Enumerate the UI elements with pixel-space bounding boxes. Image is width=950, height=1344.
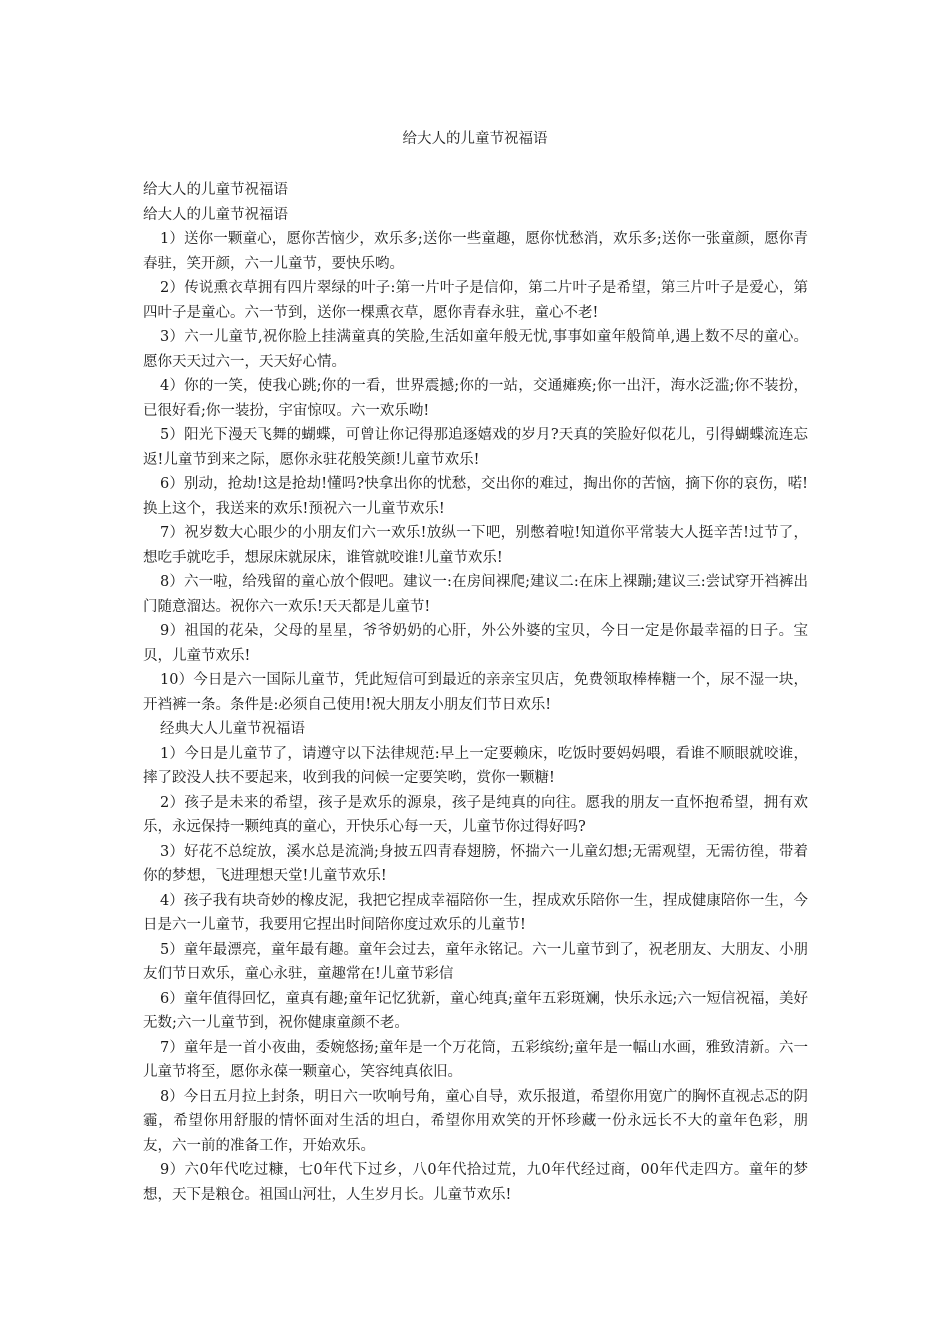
paragraph: 7）祝岁数大心眼少的小朋友们六一欢乐!放纵一下吧，别憋着啦!知道你平常装大人挺辛苦!过节了，想吃手就吃手，想尿床就尿床，谁管就咬谁!儿童节欢乐! <box>143 525 808 566</box>
paragraph: 2）孩子是未来的希望，孩子是欢乐的源泉，孩子是纯真的向往。愿我的朋友一直怀抱希望，拥有欢乐，永远保持一颗纯真的童心，开快乐心每一天，儿童节你过得好吗? <box>143 794 808 835</box>
paragraph: 1）送你一颗童心，愿你苦恼少，欢乐多;送你一些童趣，愿你忧愁消，欢乐多;送你一张童颜，愿你青春驻，笑开颜，六一儿童节，要快乐哟。 <box>143 231 808 272</box>
paragraph: 5）阳光下漫天飞舞的蝴蝶，可曾让你记得那追逐嬉戏的岁月?天真的笑脸好似花儿，引得蝴蝶流连忘返!儿童节到来之际，愿你永驻花般笑颜!儿童节欢乐! <box>143 427 808 468</box>
section-heading: 给大人的儿童节祝福语 <box>143 206 288 223</box>
section-heading: 给大人的儿童节祝福语 <box>143 182 288 198</box>
paragraph: 3）好花不总绽放，溪水总是流淌;身披五四青春翅膀，怀揣六一儿童幻想;无需观望，无需彷徨，带着你的梦想，飞进理想天堂!儿童节欢乐! <box>143 843 808 884</box>
paragraph: 8）今日五月拉上封条，明日六一吹响号角，童心自导，欢乐报道，希望你用宽广的胸怀直视忐忑的阴霾，希望你用舒服的情怀面对生活的坦白，希望你用欢笑的开怀珍藏一份永远长不大的童年色彩，朋友，六一前的准备工作，开始欢乐。 <box>143 1088 808 1154</box>
section-heading: 经典大人儿童节祝福语 <box>160 721 305 737</box>
paragraph: 10）今日是六一国际儿童节，凭此短信可到最近的亲亲宝贝店，免费领取棒棒糖一个，尿不湿一块，开裆裤一条。条件是:必须自己使用!祝大朋友小朋友们节日欢乐! <box>143 672 808 713</box>
paragraph: 6）童年值得回忆，童真有趣;童年记忆犹新，童心纯真;童年五彩斑斓，快乐永远;六一短信祝福，美好无数;六一儿童节到，祝你健康童颜不老。 <box>143 990 808 1031</box>
paragraph: 9）六0年代吃过糠，七0年代下过乡，八0年代拾过荒，九0年代经过商，00年代走四方。童年的梦想，天下是粮仓。祖国山河壮，人生岁月长。儿童节欢乐! <box>143 1162 808 1203</box>
paragraph: 1）今日是儿童节了，请遵守以下法律规范:早上一定要赖床，吃饭时要妈妈喂，看谁不顺眼就咬谁，摔了跤没人扶不要起来，收到我的问候一定要笑哟，赏你一颗糖! <box>143 745 808 786</box>
paragraph: 6）别动，抢劫!这是抢劫!懂吗?快拿出你的忧愁，交出你的难过，掏出你的苦恼，摘下你的哀伤，喏!换上这个，我送来的欢乐!预祝六一儿童节欢乐! <box>143 476 808 517</box>
paragraph: 2）传说熏衣草拥有四片翠绿的叶子:第一片叶子是信仰，第二片叶子是希望，第三片叶子是爱心，第四叶子是童心。六一节到，送你一棵熏衣草，愿你青春永驻，童心不老! <box>143 280 808 321</box>
document-title: 给大人的儿童节祝福语 <box>402 131 548 147</box>
paragraph: 4）孩子我有块奇妙的橡皮泥，我把它捏成幸福陪你一生，捏成欢乐陪你一生，捏成健康陪你一生，今日是六一儿童节，我要用它捏出时间陪你度过欢乐的儿童节! <box>143 892 808 933</box>
paragraph: 4）你的一笑，使我心跳;你的一看，世界震撼;你的一站，交通瘫痪;你一出汗，海水泛滥;你不装扮，已很好看;你一装扮，宇宙惊叹。六一欢乐呦! <box>143 378 808 419</box>
paragraph: 7）童年是一首小夜曲，委婉悠扬;童年是一个万花筒，五彩缤纷;童年是一幅山水画，雅致清新。六一儿童节将至，愿你永葆一颗童心，笑容纯真依旧。 <box>143 1039 808 1080</box>
paragraph: 3）六一儿童节,祝你脸上挂满童真的笑脸,生活如童年般无忧,事事如童年般简单,遇上数不尽的童心。愿你天天过六一，天天好心情。 <box>143 329 808 370</box>
document-body <box>143 178 808 1207</box>
paragraph: 9）祖国的花朵，父母的星星，爷爷奶奶的心肝，外公外婆的宝贝，今日一定是你最幸福的日子。宝贝，儿童节欢乐! <box>143 623 808 664</box>
paragraph: 8）六一啦，给残留的童心放个假吧。建议一:在房间裸爬;建议二:在床上裸蹦;建议三:尝试穿开裆裤出门随意溜达。祝你六一欢乐!天天都是儿童节! <box>143 574 808 615</box>
paragraph: 5）童年最漂亮，童年最有趣。童年会过去，童年永铭记。六一儿童节到了，祝老朋友、大朋友、小朋友们节日欢乐，童心永驻，童趣常在!儿童节彩信 <box>143 941 808 982</box>
